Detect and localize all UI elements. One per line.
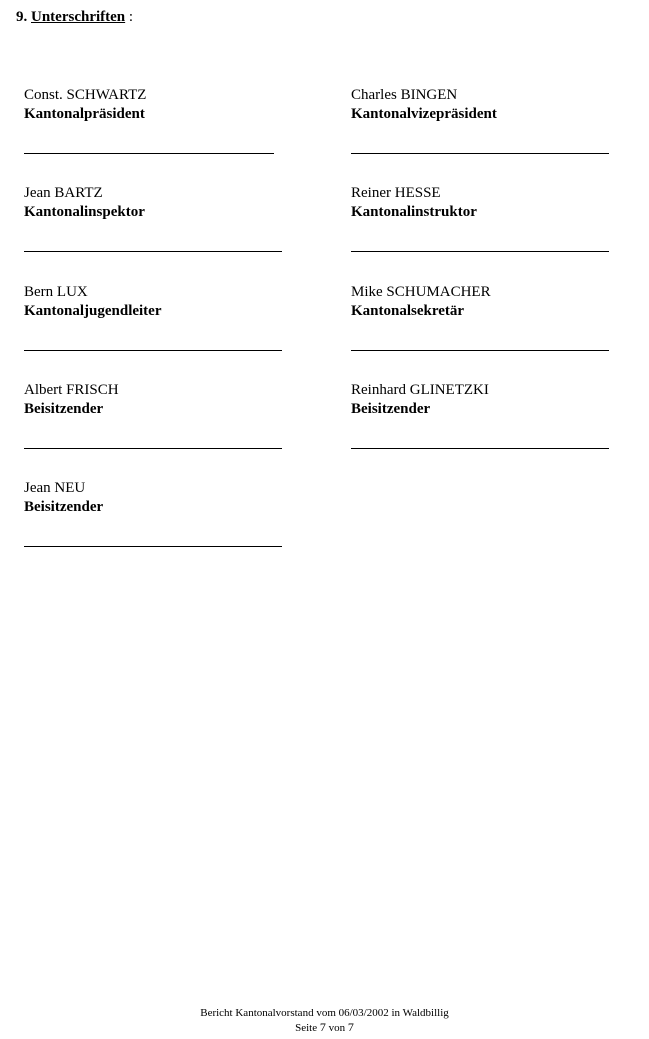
footer-of-word: von bbox=[328, 1022, 346, 1034]
signature-block-3 bbox=[24, 184, 286, 222]
signatory-name: Jean NEU bbox=[24, 480, 86, 496]
signature-block-2 bbox=[351, 86, 613, 124]
section-colon: : bbox=[128, 9, 134, 25]
section-title: Unterschriften bbox=[31, 9, 126, 25]
signatory-name: Reinhard GLINETZKI bbox=[351, 382, 489, 398]
signatory-name: Bern LUX bbox=[24, 284, 88, 300]
signature-block-7 bbox=[24, 381, 286, 419]
footer-page-current: 7 bbox=[319, 1020, 326, 1034]
page-footer bbox=[0, 1006, 649, 1035]
signatory-role: Kantonalsekretär bbox=[351, 303, 465, 319]
signature-line bbox=[351, 350, 609, 351]
signature-line bbox=[24, 448, 282, 449]
signature-line bbox=[351, 251, 609, 252]
footer-page-word: Seite bbox=[295, 1022, 318, 1034]
footer-report-line: Bericht Kantonalvorstand vom 06/03/2002 in Waldbillig bbox=[200, 1007, 449, 1019]
section-number: 9. bbox=[16, 9, 28, 25]
signatory-name: Reiner HESSE bbox=[351, 185, 441, 201]
signature-block-1 bbox=[24, 86, 286, 124]
signatory-name: Albert FRISCH bbox=[24, 382, 119, 398]
signature-line bbox=[24, 153, 274, 154]
signature-block-6 bbox=[351, 283, 613, 321]
signature-line bbox=[351, 153, 609, 154]
footer-page-line bbox=[0, 1020, 649, 1035]
signatory-role: Kantonalinspektor bbox=[24, 204, 145, 220]
signatory-role: Beisitzender bbox=[24, 401, 104, 417]
signatory-name: Jean BARTZ bbox=[24, 185, 103, 201]
signature-line bbox=[24, 546, 282, 547]
signatory-role: Kantonalpräsident bbox=[24, 106, 145, 122]
signatory-role: Kantonaljugendleiter bbox=[24, 303, 162, 319]
signatory-name: Charles BINGEN bbox=[351, 87, 458, 103]
signatory-name: Mike SCHUMACHER bbox=[351, 284, 491, 300]
signatory-role: Beisitzender bbox=[351, 401, 431, 417]
signature-line bbox=[24, 350, 282, 351]
signature-line bbox=[351, 448, 609, 449]
signatory-role: Kantonalinstruktor bbox=[351, 204, 477, 220]
signatory-role: Kantonalvizepräsident bbox=[351, 106, 497, 122]
signature-block-8 bbox=[351, 381, 613, 419]
signature-block-5 bbox=[24, 283, 286, 321]
signature-line bbox=[24, 251, 282, 252]
signatory-name: Const. SCHWARTZ bbox=[24, 87, 147, 103]
section-heading bbox=[16, 8, 133, 26]
signatory-role: Beisitzender bbox=[24, 499, 104, 515]
footer-page-total: 7 bbox=[347, 1020, 354, 1034]
signature-block-4 bbox=[351, 184, 613, 222]
signature-block-9 bbox=[24, 479, 286, 517]
